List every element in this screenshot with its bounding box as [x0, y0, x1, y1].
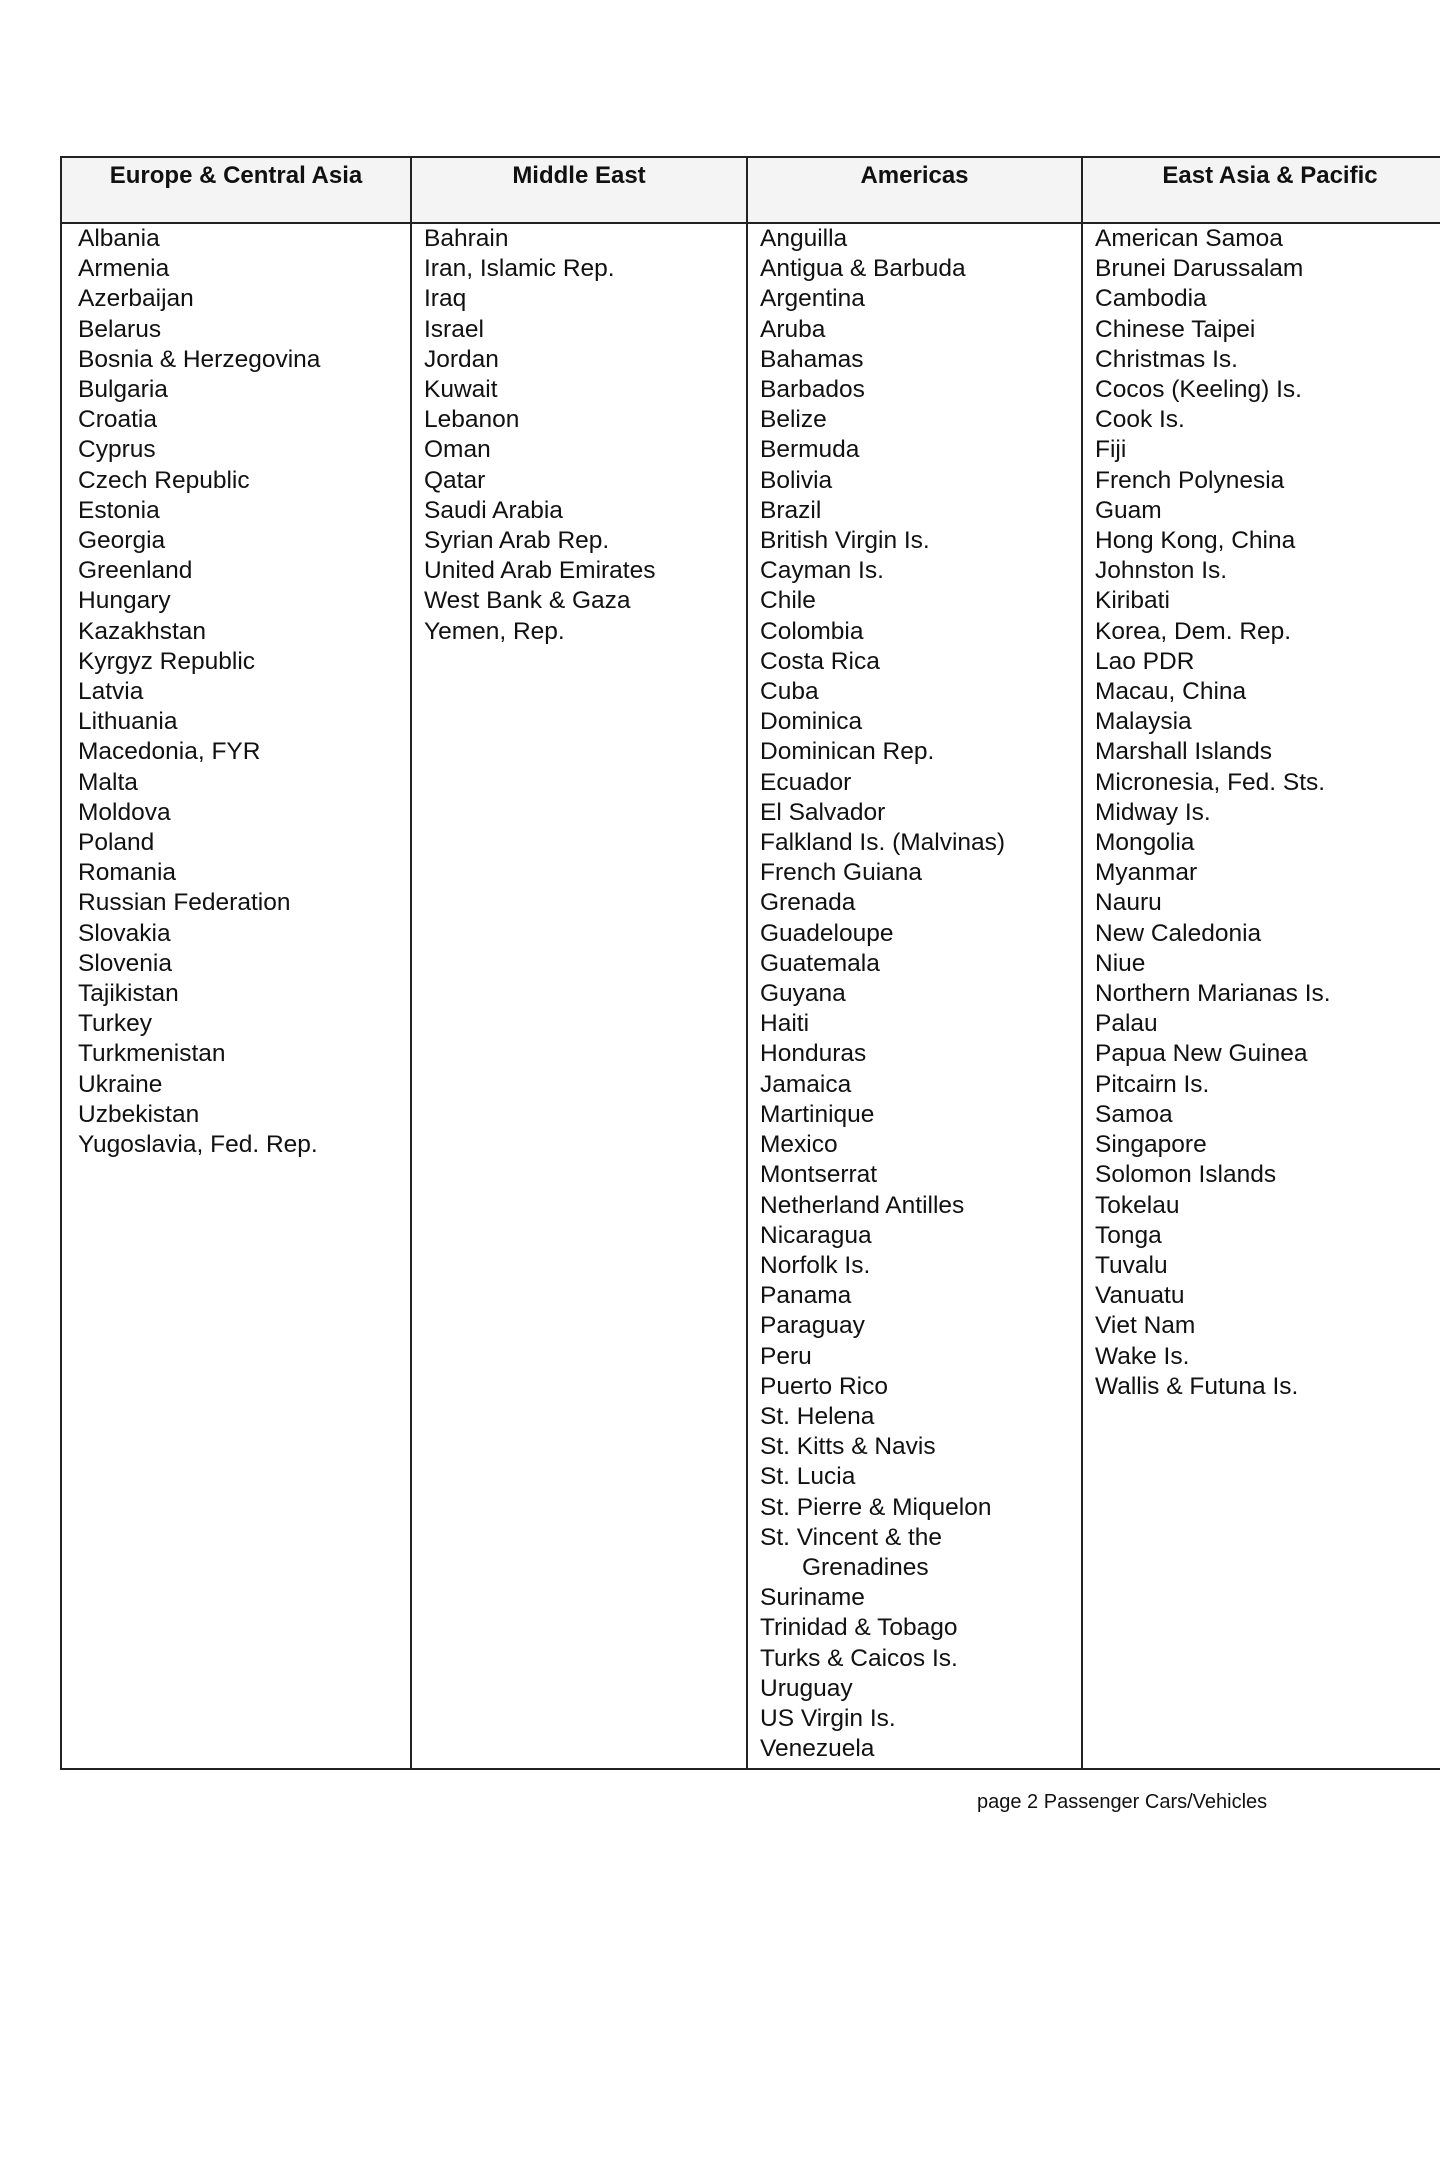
country-list-item: Lebanon	[424, 406, 520, 434]
country-list-item: Oman	[424, 436, 491, 464]
country-list-item: Czech Republic	[78, 466, 250, 494]
country-list-item: Iran, Islamic Rep.	[424, 255, 615, 283]
country-list-item: Solomon Islands	[1095, 1161, 1277, 1189]
country-list-item: Korea, Dem. Rep.	[1095, 617, 1292, 645]
country-list-item: Peru	[760, 1342, 812, 1370]
country-list-item: Panama	[760, 1282, 852, 1310]
country-list-item: Lithuania	[78, 708, 178, 736]
country-list-item: Turks & Caicos Is.	[760, 1644, 958, 1672]
country-list-item: Marshall Islands	[1095, 738, 1273, 766]
country-list-item: Nicaragua	[760, 1221, 872, 1249]
country-list-item: Chile	[760, 587, 816, 615]
country-list-item: Brunei Darussalam	[1095, 255, 1304, 283]
country-list-item: Bosnia & Herzegovina	[78, 345, 321, 373]
header-middle-east: Middle East	[411, 157, 747, 223]
country-list-item: St. Helena	[760, 1402, 875, 1430]
country-list-item: Kazakhstan	[78, 617, 207, 645]
country-list-item: Suriname	[760, 1584, 865, 1612]
country-list-item: Johnston Is.	[1095, 557, 1228, 585]
country-list-item: Pitcairn Is.	[1095, 1070, 1210, 1098]
country-list-item: Hungary	[78, 587, 171, 615]
country-list-item: Bulgaria	[78, 376, 168, 404]
country-list-item: Bahrain	[424, 225, 509, 252]
country-list-item: Barbados	[760, 376, 865, 404]
country-list-item: Argentina	[760, 285, 865, 313]
country-list-item: Paraguay	[760, 1312, 865, 1340]
column-americas	[747, 223, 1082, 1769]
country-list-item: Micronesia, Fed. Sts.	[1095, 768, 1326, 796]
country-list-item: Tuvalu	[1095, 1251, 1168, 1279]
country-list-item: Cook Is.	[1095, 406, 1185, 434]
country-list-item: Cuba	[760, 678, 819, 706]
country-list-item: Greenland	[78, 557, 193, 585]
country-list-item: Nauru	[1095, 889, 1162, 917]
country-list-item: Tajikistan	[78, 980, 179, 1008]
country-list-item: Uzbekistan	[78, 1100, 200, 1128]
country-list-item: Honduras	[760, 1040, 867, 1068]
country-list-item: Costa Rica	[760, 647, 880, 675]
country-list-item: St. Pierre & Miquelon	[760, 1493, 992, 1521]
country-list-item: Wake Is.	[1095, 1342, 1190, 1370]
country-list-item: Cambodia	[1095, 285, 1207, 313]
column-east-asia-pacific	[1082, 223, 1440, 1769]
country-list-item: St. Vincent & the	[760, 1523, 943, 1551]
country-list-item: Chinese Taipei	[1095, 315, 1256, 343]
column-europe-central-asia	[61, 223, 411, 1769]
country-list-item: Fiji	[1095, 436, 1127, 464]
country-list-item: Venezuela	[760, 1735, 875, 1763]
country-list-item: Mongolia	[1095, 829, 1195, 857]
country-list-item: Kyrgyz Republic	[78, 647, 256, 675]
country-list-item: Bahamas	[760, 345, 864, 373]
country-list-item: Yemen, Rep.	[424, 617, 565, 645]
country-list-item: Moldova	[78, 798, 171, 826]
country-list-item: Brazil	[760, 496, 822, 524]
table-body-row	[61, 223, 1440, 1769]
country-list-item: Netherland Antilles	[760, 1191, 965, 1219]
country-list-item: Midway Is.	[1095, 798, 1211, 826]
country-list-item: Martinique	[760, 1100, 875, 1128]
country-list-item: Latvia	[78, 678, 144, 706]
column-middle-east	[411, 223, 747, 1769]
country-list-item: Macau, China	[1095, 678, 1247, 706]
country-list-item: Christmas Is.	[1095, 345, 1238, 373]
country-list-item: St. Lucia	[760, 1463, 856, 1491]
country-list-item: Kiribati	[1095, 587, 1170, 615]
country-list-item: Haiti	[760, 1010, 810, 1038]
country-list-item: Syrian Arab Rep.	[424, 527, 610, 555]
country-list-item: Georgia	[78, 527, 166, 555]
country-list-item: Tokelau	[1095, 1191, 1180, 1219]
country-list-item: Guadeloupe	[760, 919, 894, 947]
country-list-item: Slovenia	[78, 949, 172, 977]
country-list-east-asia-pacific	[1083, 224, 1440, 1402]
country-list-item: Viet Nam	[1095, 1312, 1196, 1340]
country-list-item: Falkland Is. (Malvinas)	[760, 829, 1006, 857]
country-list-item: Grenadines	[802, 1553, 929, 1581]
country-list-item: Dominican Rep.	[760, 738, 935, 766]
table-header-row	[61, 157, 1440, 223]
country-list-item: Jamaica	[760, 1070, 852, 1098]
country-list-item: Guam	[1095, 496, 1162, 524]
country-list-item: Azerbaijan	[78, 285, 194, 313]
country-list-item: West Bank & Gaza	[424, 587, 631, 615]
country-list-item: Puerto Rico	[760, 1372, 889, 1400]
country-list-item: Antigua & Barbuda	[760, 255, 966, 283]
country-list-item: Macedonia, FYR	[78, 738, 261, 766]
country-list-item: Belarus	[78, 315, 162, 343]
country-list-item: Turkmenistan	[78, 1040, 226, 1068]
country-list-item: Yugoslavia, Fed. Rep.	[78, 1131, 318, 1159]
country-list-item: Bolivia	[760, 466, 833, 494]
country-list-item: Romania	[78, 859, 177, 887]
country-list-item: Dominica	[760, 708, 863, 736]
header-east-asia-pacific: East Asia & Pacific	[1082, 157, 1440, 223]
country-list-item: Cocos (Keeling) Is.	[1095, 376, 1302, 404]
country-list-item: Israel	[424, 315, 484, 343]
country-list-item: Ecuador	[760, 768, 852, 796]
country-list-item: St. Kitts & Navis	[760, 1433, 936, 1461]
header-europe-central-asia: Europe & Central Asia	[61, 157, 411, 223]
country-list-item: Guatemala	[760, 949, 880, 977]
country-list-item: United Arab Emirates	[424, 557, 656, 585]
country-list-item: Jordan	[424, 345, 499, 373]
header-americas: Americas	[747, 157, 1082, 223]
country-list-item: Ukraine	[78, 1070, 163, 1098]
country-list-item: Iraq	[424, 285, 467, 313]
country-list-item: Malta	[78, 768, 138, 796]
country-list-item: Turkey	[78, 1010, 152, 1038]
country-list-item: Armenia	[78, 255, 170, 283]
country-list-item: Cayman Is.	[760, 557, 884, 585]
country-list-item: Qatar	[424, 466, 486, 494]
country-list-item: Aruba	[760, 315, 826, 343]
page-footer-note: page 2 Passenger Cars/Vehicles	[977, 1791, 1268, 1813]
country-list-item: Montserrat	[760, 1161, 878, 1189]
country-list-item: Myanmar	[1095, 859, 1198, 887]
country-list-americas	[748, 224, 1081, 1764]
country-list-item: Mexico	[760, 1131, 838, 1159]
country-list-item: Colombia	[760, 617, 864, 645]
country-list-item: Malaysia	[1095, 708, 1192, 736]
region-country-table	[60, 156, 1440, 1770]
country-list-item: Kuwait	[424, 376, 498, 404]
country-list-item: French Polynesia	[1095, 466, 1285, 494]
country-list-item: Tonga	[1095, 1221, 1162, 1249]
country-list-item: Estonia	[78, 496, 160, 524]
country-list-item: French Guiana	[760, 859, 923, 887]
country-list-item: Vanuatu	[1095, 1282, 1185, 1310]
country-list-item: Palau	[1095, 1010, 1158, 1038]
country-list-item: British Virgin Is.	[760, 527, 930, 555]
country-list-item: Croatia	[78, 406, 157, 434]
country-list-item: Samoa	[1095, 1100, 1173, 1128]
country-list-item: Northern Marianas Is.	[1095, 980, 1331, 1008]
country-list-item: Wallis & Futuna Is.	[1095, 1372, 1299, 1400]
country-list-item: Saudi Arabia	[424, 496, 563, 524]
country-list-item: Uruguay	[760, 1674, 853, 1702]
country-list-item: Norfolk Is.	[760, 1251, 871, 1279]
country-list-item: Guyana	[760, 980, 846, 1008]
country-list-europe-central-asia	[62, 224, 410, 1160]
country-list-item: US Virgin Is.	[760, 1704, 896, 1732]
country-list-item: Russian Federation	[78, 889, 291, 917]
country-list-item: Singapore	[1095, 1131, 1207, 1159]
country-list-item: Papua New Guinea	[1095, 1040, 1308, 1068]
country-list-item: Grenada	[760, 889, 856, 917]
country-list-item: Hong Kong, China	[1095, 527, 1296, 555]
country-list-item: Poland	[78, 829, 155, 857]
country-list-item: Trinidad & Tobago	[760, 1614, 958, 1642]
country-list-item: Anguilla	[760, 225, 848, 252]
country-list-item: Bermuda	[760, 436, 860, 464]
country-list-item: Cyprus	[78, 436, 156, 464]
country-list-item: Albania	[78, 225, 160, 252]
country-list-middle-east	[412, 224, 746, 647]
country-list-item: New Caledonia	[1095, 919, 1262, 947]
country-list-item: Slovakia	[78, 919, 171, 947]
country-list-item: American Samoa	[1095, 225, 1283, 252]
country-list-item: Lao PDR	[1095, 647, 1195, 675]
country-list-item: Belize	[760, 406, 827, 434]
country-list-item: Niue	[1095, 949, 1146, 977]
country-list-item: El Salvador	[760, 798, 886, 826]
